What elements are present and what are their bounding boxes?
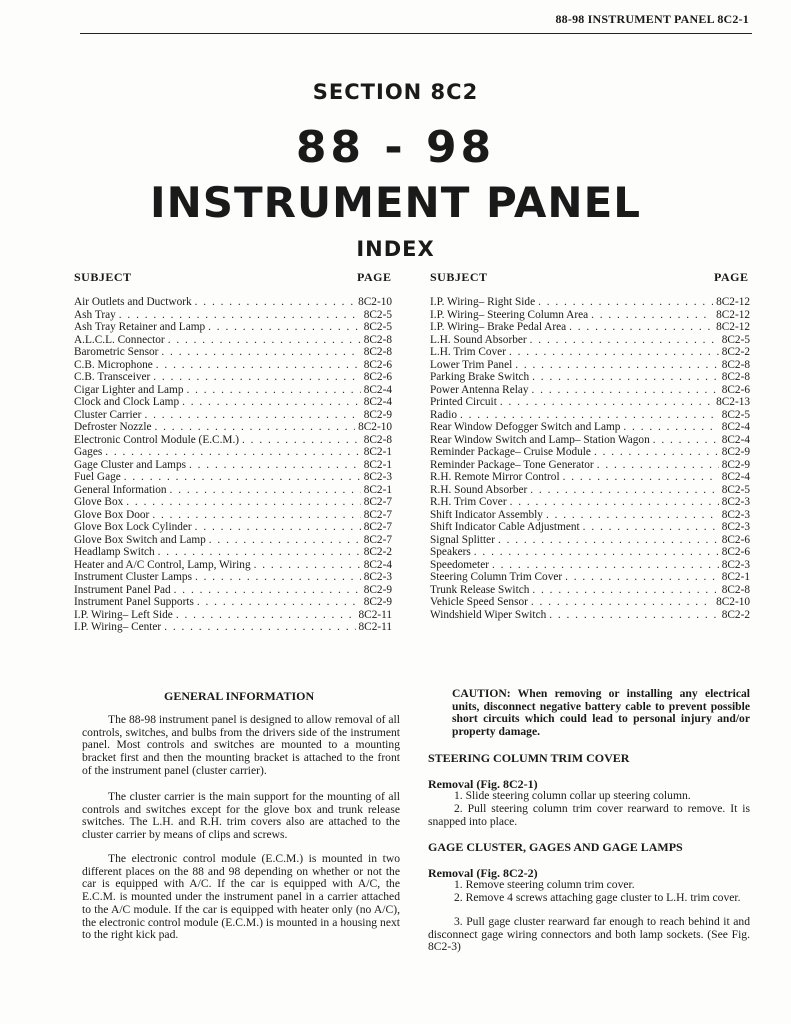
index-entry [74,321,392,334]
index-entry [430,471,750,484]
index-entry [430,459,750,472]
index-entry-page: 8C2-5 [363,321,392,333]
leader-dots [182,396,361,409]
index-entry-subject: Defroster Nozzle [74,421,152,433]
index-entry-page: 8C2-4 [721,421,750,433]
index-entry-page: 8C2-8 [363,346,392,358]
index-entry-subject: R.H. Remote Mirror Control [430,471,560,483]
index-entry [74,409,392,422]
index-entry [430,384,750,397]
index-entry-subject: Windshield Wiper Switch [430,608,547,621]
leader-dots [164,621,355,634]
leader-dots [254,559,361,572]
index-entry [74,584,392,597]
index-entry [430,509,750,522]
index-entry-page: 8C2-9 [363,408,392,421]
index-entry-subject: Air Outlets and Ductwork [74,296,192,308]
leader-dots [208,321,361,334]
index-entry [430,359,750,372]
index-entry-subject: L.H. Trim Cover [430,346,506,358]
index-entry [430,484,750,497]
index-entry [74,509,392,522]
index-entry-page: 8C2-3 [721,558,750,571]
general-info-paragraph-1: The 88-98 instrument panel is designed to allow removal of all controls, switches, and bulbs from the drivers side of the instrument panel. Most controls and switches are mounted to a mounting bracket first and then the mounting bracket is attached to the front of the instrument panel (cluster carrier). [82,713,400,777]
index-entry-subject: Electronic Control Module (E.C.M.) [74,433,240,446]
index-entry-subject: I.P. Wiring– Left Side [74,608,173,621]
index-entry [430,534,750,547]
leader-dots [538,296,713,309]
index-entry-page: 8C2-6 [363,358,392,371]
general-information-heading: GENERAL INFORMATION [164,689,315,703]
leader-dots [209,534,361,547]
index-entry-page: 8C2-4 [363,396,392,408]
index-entry-subject: I.P. Wiring– Center [74,621,162,633]
leader-dots [474,546,719,559]
index-entry-page: 8C2-8 [721,583,750,596]
index-entry-subject: A.L.C.L. Connector [74,333,165,346]
leader-dots [197,596,361,609]
leader-dots [170,484,361,497]
index-entry-page: 8C2-6 [721,546,750,558]
right-subject-header: SUBJECT [430,270,488,284]
gage-cluster-heading: GAGE CLUSTER, GAGES AND GAGE LAMPS [428,840,683,854]
index-list-left [74,296,392,634]
leader-dots [532,371,719,384]
index-entry [430,559,750,572]
index-entry [430,334,750,347]
index-entry-page: 8C2-1 [363,446,392,458]
running-head: 88-98 INSTRUMENT PANEL 8C2-1 [555,12,749,26]
leader-dots [126,496,360,509]
index-entry [74,609,392,622]
general-info-paragraph-2: The cluster carrier is the main support for the mounting of all controls and switches except for the glove box and trunk release switches. The L.H. and R.H. trim covers also are attached to the cluster carrier by means of clips and screws. [82,790,400,842]
index-entry-page: 8C2-7 [363,521,392,533]
index-entry [430,409,750,422]
index-entry-page: 8C2-7 [363,496,392,508]
leader-dots [530,484,718,497]
leader-dots [174,584,361,597]
index-entry-page: 8C2-6 [721,533,750,546]
index-entry [430,521,750,534]
leader-dots [531,596,713,609]
index-entry-subject: Glove Box Door [74,508,150,521]
index-entry-page: 8C2-7 [363,508,392,521]
section-number: SECTION 8C2 [312,80,479,104]
leader-dots [156,359,361,372]
index-entry-subject: Printed Circuit [430,396,497,408]
header-rule [80,33,752,34]
index-entry-subject: Instrument Panel Supports [74,596,194,608]
gage-step-1: 1. Remove steering column trim cover. [454,878,635,891]
leader-dots [195,521,361,534]
index-entry-subject: Barometric Sensor [74,346,159,358]
index-entry-subject: Glove Box [74,496,124,508]
leader-dots [124,471,361,484]
index-entry [74,346,392,359]
index-entry-subject: Instrument Panel Pad [74,583,171,596]
leader-dots [168,334,361,347]
index-entry-subject: R.H. Trim Cover [430,496,507,508]
leader-dots [105,446,361,459]
index-entry-page: 8C2-1 [363,483,392,496]
index-entry [74,371,392,384]
index-entry-page: 8C2-4 [721,471,750,483]
index-entry-subject: Fuel Gage [74,471,121,483]
index-entry-subject: L.H. Sound Absorber [430,333,527,346]
left-page-header: PAGE [357,270,392,284]
index-entry-subject: R.H. Sound Absorber [430,483,528,496]
index-entry [430,446,750,459]
index-entry [430,296,750,309]
leader-dots [161,346,360,359]
leader-dots [152,509,360,522]
index-entry [74,571,392,584]
index-entry-subject: Signal Splitter [430,533,495,546]
index-entry-page: 8C2-3 [363,471,392,483]
index-entry-page: 8C2-3 [363,571,392,583]
index-entry-page: 8C2-12 [716,296,750,308]
index-entry [430,571,750,584]
leader-dots [569,321,713,334]
index-entry-page: 8C2-5 [721,483,750,496]
index-heading: INDEX [356,237,435,261]
index-entry-page: 8C2-7 [363,533,392,546]
index-entry-subject: Parking Brake Switch [430,371,530,383]
leader-dots [195,296,355,309]
index-entry-page: 8C2-9 [363,583,392,596]
index-entry-subject: Glove Box Lock Cylinder [74,521,192,533]
leader-dots [498,534,719,547]
leader-dots [119,309,361,322]
index-entry [74,421,392,434]
index-entry-page: 8C2-8 [363,333,392,346]
index-entry-page: 8C2-4 [363,558,392,571]
leader-dots [549,609,719,622]
index-entry-subject: Heater and A/C Control, Lamp, Wiring [74,558,251,571]
index-entry-page: 8C2-3 [721,521,750,533]
leader-dots [492,559,719,572]
index-entry [74,384,392,397]
index-entry-page: 8C2-10 [716,596,750,608]
leader-dots [158,546,361,559]
index-entry-page: 8C2-4 [721,433,750,446]
general-info-paragraph-3: The electronic control module (E.C.M.) is mounted in two different places on the 88 and 98 depending on whether or not the car is equipped with A/C. If the car is equipped with A/C, the E.C.M. is mounted under the instrument panel in a carrier attached to the A/C module. If the car is equipped with heater only (no A/C), the electronic control module (E.C.M.) is mounted in a housing next to the right kick pad. [82,852,400,942]
index-entry [74,559,392,572]
index-entry [430,396,750,409]
leader-dots [460,409,719,422]
index-entry-subject: Rear Window Switch and Lamp– Station Wagon [430,433,650,446]
index-entry [430,421,750,434]
index-entry [430,546,750,559]
index-entry-page: 8C2-10 [358,421,392,433]
leader-dots [597,459,719,472]
index-entry-subject: Speakers [430,546,471,558]
leader-dots [530,334,719,347]
index-entry [430,346,750,359]
leader-dots [653,434,719,447]
index-entry [74,484,392,497]
leader-dots [515,359,719,372]
index-entry [430,496,750,509]
index-entry-page: 8C2-3 [721,508,750,521]
index-entry-page: 8C2-6 [721,383,750,396]
index-list-right [430,296,750,621]
index-entry [74,496,392,509]
leader-dots [509,346,719,359]
index-entry-subject: Rear Window Defogger Switch and Lamp [430,421,621,433]
index-entry-page: 8C2-10 [358,296,392,308]
index-entry [74,434,392,447]
index-entry-subject: Ash Tray Retainer and Lamp [74,321,206,333]
index-entry [74,309,392,322]
index-entry [74,446,392,459]
leader-dots [583,521,719,534]
index-entry-page: 8C2-2 [721,608,750,621]
right-page-header: PAGE [714,270,749,284]
gage-removal-label: Removal (Fig. 8C2-2) [428,866,538,880]
index-entry [74,546,392,559]
index-entry-subject: C.B. Microphone [74,358,153,371]
index-entry-subject: Clock and Clock Lamp [74,396,180,408]
leader-dots [623,421,718,434]
index-entry [430,434,750,447]
leader-dots [176,609,356,622]
leader-dots [500,396,713,409]
model-numbers: 88 - 98 [295,122,496,173]
index-entry-subject: Headlamp Switch [74,546,155,558]
index-entry-subject: Vehicle Speed Sensor [430,596,528,608]
index-entry-subject: I.P. Wiring– Right Side [430,296,536,308]
index-entry-page: 8C2-8 [363,433,392,446]
index-entry-subject: Shift Indicator Assembly [430,508,543,521]
leader-dots [186,384,360,397]
index-entry [430,609,750,622]
index-entry-page: 8C2-5 [363,308,392,321]
leader-dots [594,446,719,459]
leader-dots [532,584,718,597]
gage-step-3: 3. Pull gage cluster rearward far enough to reach behind it and disconnect gage wiring connectors and both lamp sockets. (See Fig. 8C2-3) [428,915,750,954]
index-entry-subject: Cigar Lighter and Lamp [74,383,184,396]
index-entry-subject: Trunk Release Switch [430,583,530,596]
index-entry-subject: Speedometer [430,558,489,571]
index-entry-subject: Reminder Package– Cruise Module [430,446,591,458]
index-entry [74,359,392,372]
index-entry [430,371,750,384]
leader-dots [144,409,360,422]
index-entry-subject: Radio [430,408,457,421]
leader-dots [546,509,719,522]
index-entry-page: 8C2-5 [721,408,750,421]
index-entry-subject: Cluster Carrier [74,408,142,421]
index-entry-page: 8C2-12 [716,308,750,321]
index-entry-subject: Gages [74,446,103,458]
left-subject-header: SUBJECT [74,270,132,284]
index-entry-subject: Reminder Package– Tone Generator [430,458,594,471]
index-entry [74,471,392,484]
index-entry [74,334,392,347]
leader-dots [510,496,719,509]
leader-dots [532,384,719,397]
index-entry-page: 8C2-11 [358,621,392,633]
index-entry [74,596,392,609]
index-entry [74,396,392,409]
index-entry [74,521,392,534]
index-entry-page: 8C2-1 [721,571,750,583]
index-entry-page: 8C2-4 [363,383,392,396]
index-entry-page: 8C2-13 [716,396,750,408]
leader-dots [242,434,361,447]
index-entry [74,296,392,309]
leader-dots [189,459,361,472]
index-entry-page: 8C2-8 [721,371,750,383]
gage-step-2: 2. Remove 4 screws attaching gage cluster to L.H. trim cover. [454,891,741,904]
leader-dots [591,309,713,322]
index-entry-subject: General Information [74,483,167,496]
index-entry [430,596,750,609]
index-entry-subject: I.P. Wiring– Steering Column Area [430,308,589,321]
index-entry-page: 8C2-11 [358,608,392,621]
index-entry [74,621,392,634]
leader-dots [195,571,361,584]
caution-notice: CAUTION: When removing or installing any electrical units, disconnect negative battery cable to prevent possible short circuits which could lead to personal injury and/or property damage. [452,687,750,739]
steering-removal-label: Removal (Fig. 8C2-1) [428,777,538,791]
index-entry-subject: Glove Box Switch and Lamp [74,533,206,546]
steering-step-1: 1. Slide steering column collar up steering column. [454,789,691,802]
leader-dots [563,471,719,484]
index-entry-page: 8C2-2 [721,346,750,358]
index-entry-subject: Steering Column Trim Cover [430,571,563,583]
index-entry-subject: Shift Indicator Cable Adjustment [430,521,580,533]
index-entry [430,309,750,322]
index-entry-subject: Lower Trim Panel [430,358,513,371]
index-entry [430,321,750,334]
index-entry-subject: C.B. Transceiver [74,371,151,383]
index-entry-page: 8C2-3 [721,496,750,508]
index-entry-page: 8C2-2 [363,546,392,558]
index-entry-subject: Power Antenna Relay [430,383,529,396]
steering-step-2: 2. Pull steering column trim cover rearward to remove. It is snapped into place. [428,802,750,828]
index-entry [74,534,392,547]
index-entry-page: 8C2-8 [721,358,750,371]
section-title: INSTRUMENT PANEL [149,178,642,227]
index-entry-page: 8C2-9 [721,446,750,458]
leader-dots [565,571,719,584]
index-entry-page: 8C2-9 [363,596,392,608]
steering-column-heading: STEERING COLUMN TRIM COVER [428,751,630,765]
index-entry-subject: I.P. Wiring– Brake Pedal Area [430,321,567,333]
index-entry [74,459,392,472]
index-entry-subject: Ash Tray [74,308,116,321]
index-entry-page: 8C2-12 [716,321,750,333]
index-entry-page: 8C2-6 [363,371,392,383]
index-entry-subject: Gage Cluster and Lamps [74,458,186,471]
index-entry [430,584,750,597]
index-entry-page: 8C2-5 [721,333,750,346]
index-entry-page: 8C2-1 [363,458,392,471]
index-entry-subject: Instrument Cluster Lamps [74,571,192,583]
index-entry-page: 8C2-9 [721,458,750,471]
leader-dots [153,371,360,384]
leader-dots [154,421,355,434]
